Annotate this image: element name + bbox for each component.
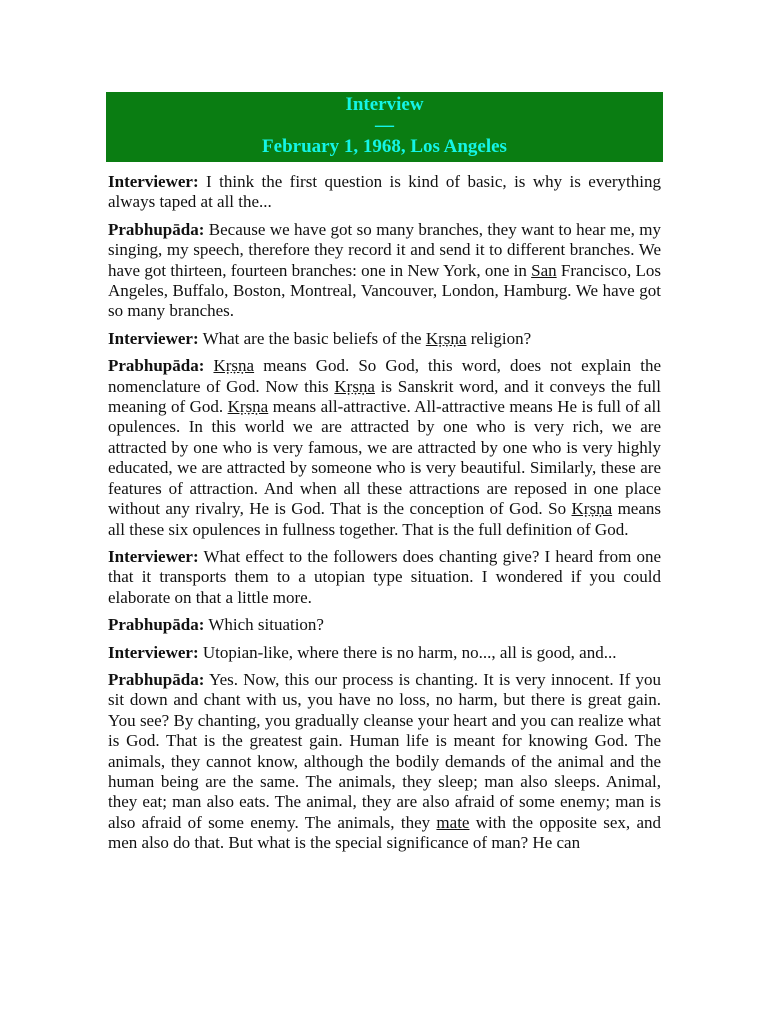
paragraph-text: What effect to the followers does chanting give? I heard from one that it transports them to a utopian type situation. I wondered if you could elaborate on that a little more. [108, 546, 661, 607]
underlined-term: Kṛṣṇa [227, 397, 269, 417]
speaker-label: Prabhupāda: [108, 356, 205, 376]
speaker-label: Interviewer: [108, 172, 199, 191]
paragraph-text: Utopian-like, where there is no harm, no..., all is good, and... [198, 642, 617, 662]
paragraph-text: means all these six opulences in fullness together. That is the full definition of God. [108, 499, 661, 539]
transcript-paragraph [108, 643, 661, 663]
underlined-term: Kṛṣṇa [425, 328, 467, 348]
subtitle-date-place: February 1, 1968, Los Angeles [262, 136, 507, 157]
transcript-paragraph [108, 670, 661, 854]
underlined-term: mate [436, 812, 470, 832]
paragraph-text: means God. So God, this word, does not explain the nomenclature of God. Now this [108, 356, 661, 396]
transcript-paragraph [108, 220, 661, 322]
speaker-label: Interviewer: [108, 328, 199, 348]
paragraph-text: Yes. Now, this our process is chanting. It is very innocent. If you sit down and chant with us, you have no loss, no harm, but there is great gain. You see? By chanting, you gradually cleanse your heart and you can realize what is God. That is the greatest gain. Human life is meant for knowing God. The animals, they cannot know, although the bodily demands of the animal and the human being are the same. The animals, they sleep; man also sleeps. Animal, they eat; man also eats. The animal, they are also afraid of some enemy; man is also afraid of some enemy. The animals, they [108, 669, 661, 832]
paragraph-text: Which situation? [204, 615, 324, 635]
speaker-label: Prabhupāda: [108, 669, 205, 689]
underlined-term: Kṛṣṇa [571, 499, 613, 519]
speaker-label: Interviewer: [108, 642, 199, 662]
title-banner [106, 92, 663, 162]
speaker-label: Prabhupāda: [108, 615, 205, 635]
speaker-label: Interviewer: [108, 546, 199, 566]
transcript-paragraph [108, 615, 661, 635]
paragraph-text: Francisco, Los Angeles, Buffalo, Boston, Montreal, Vancouver, London, Hamburg. We have got so many branches. [108, 260, 662, 321]
transcript-paragraph [108, 356, 661, 540]
paragraph-text: is Sanskrit word, and it conveys the full meaning of God. [108, 376, 661, 417]
transcript-paragraph [108, 329, 661, 349]
title-dash: — [375, 115, 394, 136]
paragraph-text: What are the basic beliefs of the [198, 328, 426, 348]
paragraph-text: I think the first question is kind of basic, is why is everything always taped at all the... [108, 172, 661, 212]
transcript-body [108, 172, 661, 861]
underlined-term: Kṛṣṇa [213, 356, 255, 376]
paragraph-text: with the opposite sex, and men also do that. But what is the special significance of man? He can [108, 812, 662, 853]
transcript-paragraph [108, 547, 661, 608]
transcript-paragraph [108, 172, 661, 213]
underlined-term: Kṛṣṇa [334, 376, 375, 396]
paragraph-text: Because we have got so many branches, they want to hear me, my singing, my speech, therefore they record it and send it to different branches. We have got thirteen, fourteen branches: one in New York, one in [108, 219, 661, 280]
underlined-term: San [531, 260, 557, 280]
title: Interview [345, 94, 424, 115]
paragraph-text: means all-attractive. All-attractive means He is full of all opulences. In this world we are attracted by one who is very rich, we are attracted by one who is very famous, we are attracted by one who is very highly educated, we are attracted by someone who is very beautiful. Similarly, these are features of attraction. And when all these attractions are reposed in one place without any rivalry, He is God. That is the conception of God. So [108, 397, 661, 519]
speaker-label: Prabhupāda: [108, 219, 205, 239]
paragraph-text: religion? [466, 328, 532, 348]
